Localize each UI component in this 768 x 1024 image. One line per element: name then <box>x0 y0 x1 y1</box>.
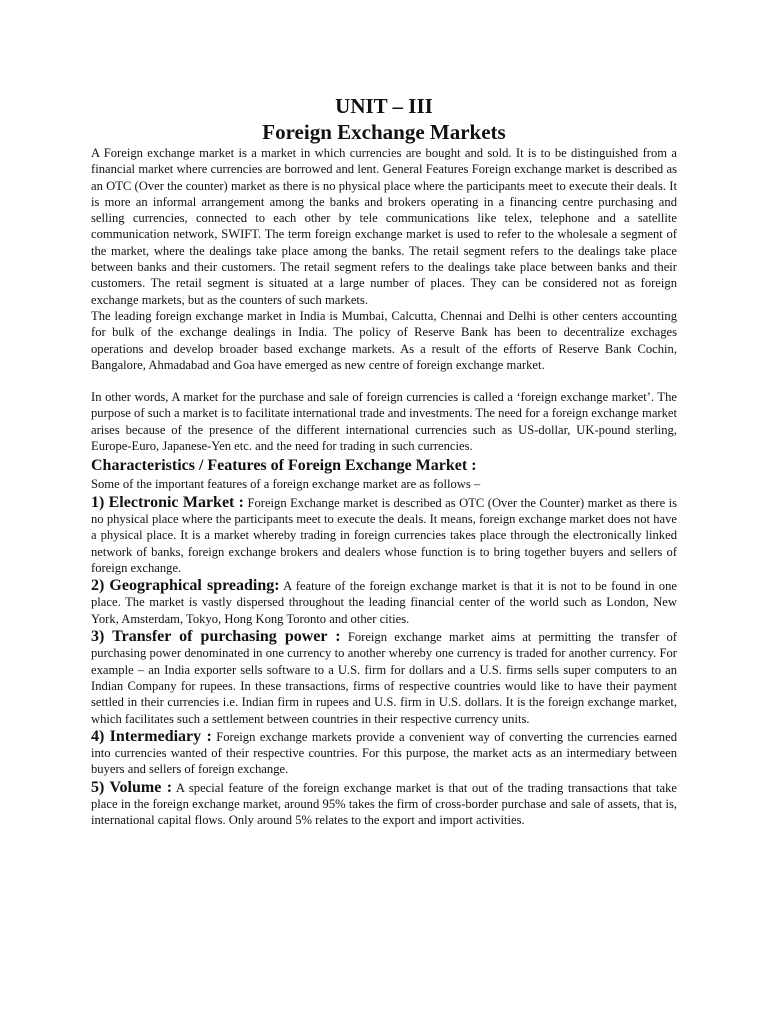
feature-text: A special feature of the foreign exchange market is that out of the trading transactions that take place in the foreign exchange market, around 95% takes the firm of cross-border purchase and sale of assets, that is, international capital flows. Only around 5% relates to the export and import activities. <box>91 780 677 828</box>
page-title: Foreign Exchange Markets <box>262 120 506 144</box>
feature-label: 5) Volume : <box>91 778 173 796</box>
feature-volume <box>91 780 677 829</box>
characteristics-intro: Some of the important features of a foreign exchange market are as follows – <box>91 477 481 492</box>
characteristics-heading: Characteristics / Features of Foreign Exchange Market : <box>91 457 477 475</box>
feature-text: Foreign exchange markets provide a convenient way of converting the currencies earned into currencies wanted of their respective countries. For this purpose, the market acts as an intermediary between buyers and sellers of foreign exchange. <box>91 729 677 777</box>
feature-intermediary <box>91 729 677 778</box>
paragraph-spacer <box>91 373 677 389</box>
feature-geographical-spreading <box>91 578 677 627</box>
intro-paragraph-1: A Foreign exchange market is a market in which currencies are bought and sold. It is to be distinguished from a financial market where currencies are borrowed and lent. General Features Foreign exchange market is described as an OTC (Over the counter) market as there is no physical place where the participants meet to execute their deals. It is more an informal arrangement among the banks and brokers operating in a financing centre purchasing and selling currencies, connected to each other by tele communications like telex, telephone and a satellite communication network, SWIFT. The term foreign exchange market is used to refer to the wholesale a segment of the market, where the dealings take place among the banks. The retail segment refers to the dealings take place between banks and their customers. The retail segment refers to the dealings take place between banks and their customers. The retail segment is situated at a large number of places. They can be considered not as foreign exchange markets, but as the counters of such markets. <box>91 146 677 307</box>
document-page <box>91 93 677 829</box>
intro-paragraph-3: In other words, A market for the purchase and sale of foreign currencies is called a ‘foreign exchange market’. The purpose of such a market is to facilitate international trade and investments. The need for a foreign exchange market arises because of the presence of the different international currencies such as US-dollar, UK-pound sterling, Europe-Euro, Japanese-Yen etc. and the need for trading in such currencies. <box>91 390 677 454</box>
feature-label: 3) Transfer of purchasing power : <box>91 628 341 646</box>
feature-label: 1) Electronic Market : <box>91 493 245 511</box>
feature-text: Foreign Exchange market is described as OTC (Over the Counter) market as there is no physical place where the participants meet to execute the deals. It means, foreign exchange market does not have a physical place. It is a market whereby trading in foreign currencies takes place through the electronically linked network of banks, foreign exchange brokers and dealers whose function is to bring together buyers and sellers of foreign exchange. <box>91 495 678 575</box>
unit-title: UNIT – III <box>335 94 433 118</box>
feature-text: Foreign exchange market aims at permitting the transfer of purchasing power denominated in one currency to another whereby one currency is traded for another currency. For example – an India exporter sells software to a U.S. firm for dollars and a U.S. firms sells super computers to an Indian Company for rupees. In these transactions, firms of respective countries would like to have their payment settled in their currencies i.e. Indian firm in rupees and U.S. firm in U.S. dollars. It is the foreign exchange market, which facilitates such a settlement between countries in their respective currency units. <box>91 630 677 726</box>
feature-label: 2) Geographical spreading: <box>91 577 280 595</box>
feature-electronic-market <box>91 495 677 576</box>
feature-transfer-of-purchasing-power <box>91 629 677 727</box>
feature-label: 4) Intermediary : <box>91 727 212 745</box>
feature-text: A feature of the foreign exchange market is that it is not to be found in one place. The market is vastly dispersed throughout the leading financial center of the world such as London, New York, Amsterdam, Tokyo, Hong Kong Toronto and other cities. <box>91 579 677 626</box>
intro-paragraph-2: The leading foreign exchange market in India is Mumbai, Calcutta, Chennai and Delhi is other centers accounting for bulk of the exchange dealings in India. The policy of Reserve Bank has been to decentralize exchages operations and develop broader based exchange markets. As a result of the efforts of Reserve Bank Cochin, Bangalore, Ahmadabad and Goa have emerged as new centre of foreign exchange market. <box>91 308 677 372</box>
